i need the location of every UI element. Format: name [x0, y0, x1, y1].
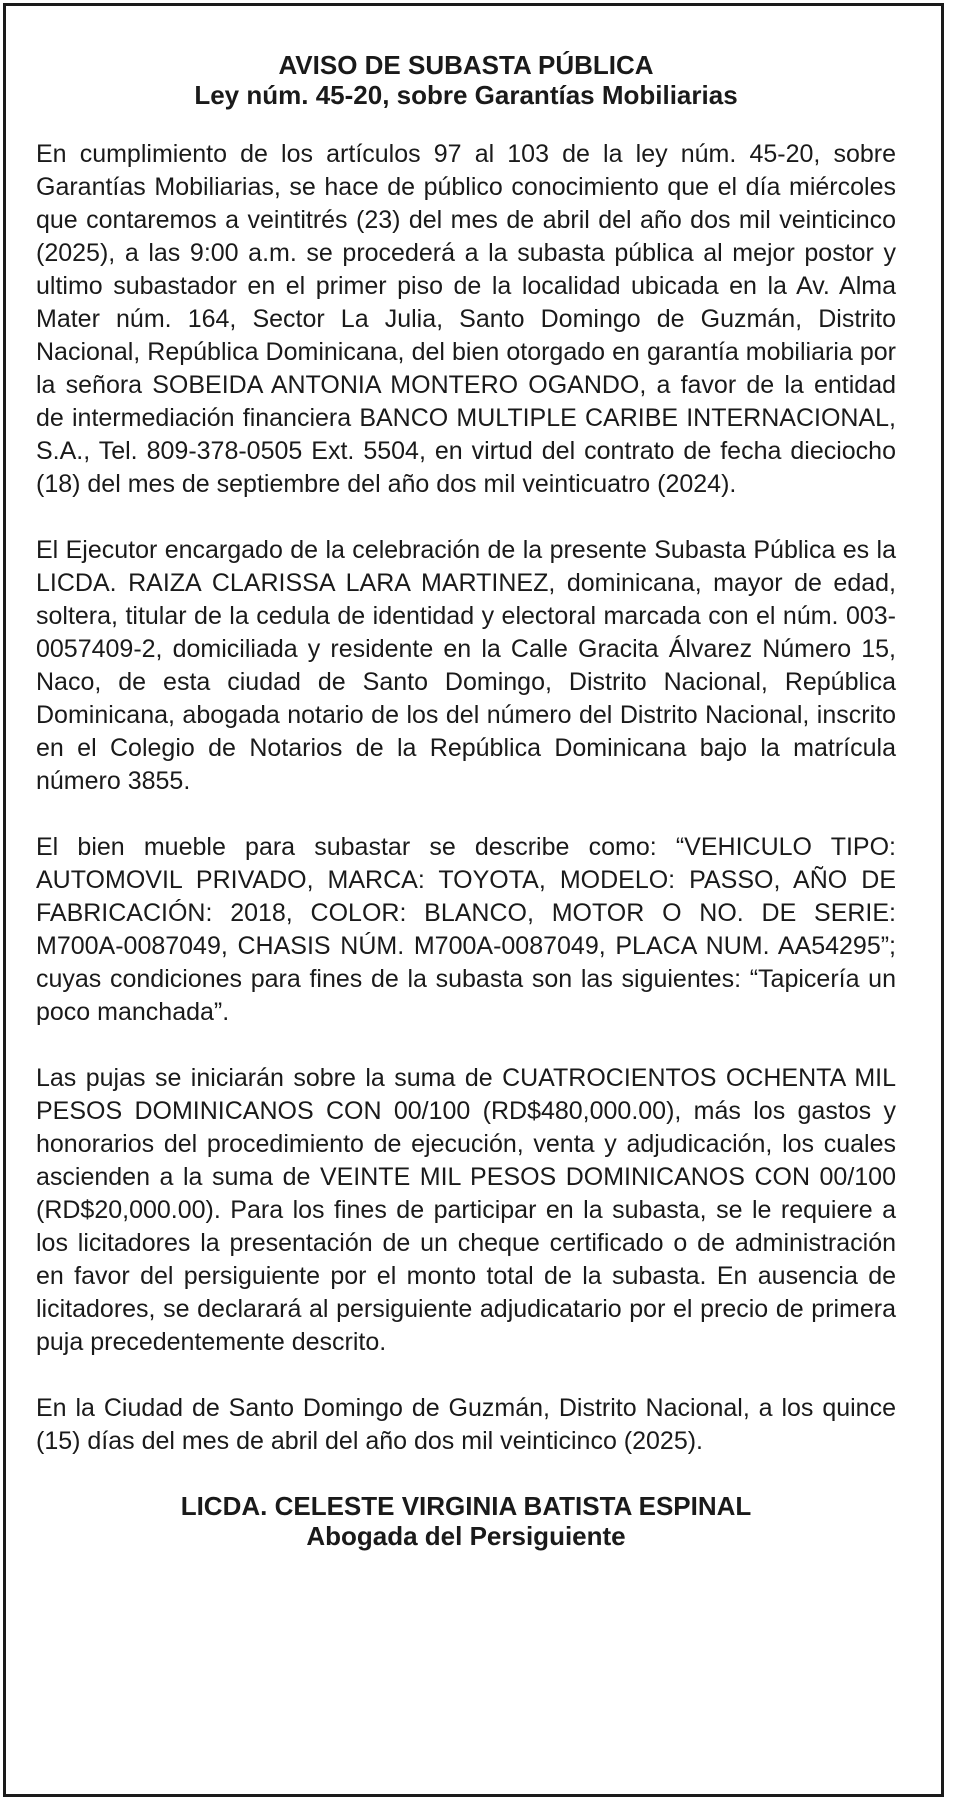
notice-title: AVISO DE SUBASTA PÚBLICA [278, 50, 654, 80]
paragraph-announcement: En cumplimiento de los artículos 97 al 103 de la ley núm. 45-20, sobre Garantías Mobiliarias, se hace de público conocimiento que el día miércoles que contaremos a veintitrés (23) del mes de abril del año dos mil veinticinco (2025), a las 9:00 a.m. se procederá a la subasta pública al mejor postor y ultimo subastador en el primer piso de la localidad ubicada en la Av. Alma Mater núm. 164, Sector La Julia, Santo Domingo de Guzmán, Distrito Nacional, República Dominicana, del bien otorgado en garantía mobiliaria por la señora SOBEIDA ANTONIA MONTERO OGANDO, a favor de la entidad de intermediación financiera BANCO MULTIPLE CARIBE INTERNACIONAL, S.A., Tel. 809-378-0505 Ext. 5504, en virtud del contrato de fecha dieciocho (18) del mes de septiembre del año dos mil veinticuatro (2024). [36, 140, 896, 498]
notice-content [36, 50, 896, 1551]
signature-name: LICDA. CELESTE VIRGINIA BATISTA ESPINAL [180, 1491, 752, 1521]
paragraph-date-place: En la Ciudad de Santo Domingo de Guzmán, Distrito Nacional, a los quince (15) días del mes de abril del año dos mil veinticinco (2025). [36, 1394, 896, 1455]
notice-frame [3, 3, 944, 1797]
paragraph-vehicle-description: El bien mueble para subastar se describe como: “VEHICULO TIPO: AUTOMOVIL PRIVADO, MARCA: TOYOTA, MODELO: PASSO, AÑO DE FABRICACIÓN: 2018, COLOR: BLANCO, MOTOR O NO. DE SERIE: M700A-0087049, CHASIS NÚM. M700A-0087049, PLACA NUM. AA54295”; cuyas condiciones para fines de la subasta son las siguientes: “Tapicería un poco manchada”. [36, 833, 896, 1026]
signature-role: Abogada del Persiguiente [306, 1521, 626, 1551]
signature-block [36, 1491, 896, 1551]
notice-heading [36, 50, 896, 110]
paragraph-bidding-terms: Las pujas se iniciarán sobre la suma de CUATROCIENTOS OCHENTA MIL PESOS DOMINICANOS CON 00/100 (RD$480,000.00), más los gastos y honorarios del procedimiento de ejecución, venta y adjudicación, los cuales ascienden a la suma de VEINTE MIL PESOS DOMINICANOS CON 00/100 (RD$20,000.00). Para los fines de participar en la subasta, se le requiere a los licitadores la presentación de un cheque certificado o de administración en favor del persiguiente por el monto total de la subasta. En ausencia de licitadores, se declarará al persiguiente adjudicatario por el precio de primera puja precedentemente descrito. [36, 1064, 896, 1356]
paragraph-executor: El Ejecutor encargado de la celebración de la presente Subasta Pública es la LICDA. RAIZA CLARISSA LARA MARTINEZ, dominicana, mayor de edad, soltera, titular de la cedula de identidad y electoral marcada con el núm. 003-0057409-2, domiciliada y residente en la Calle Gracita Álvarez Número 15, Naco, de esta ciudad de Santo Domingo, Distrito Nacional, República Dominicana, abogada notario de los del número del Distrito Nacional, inscrito en el Colegio de Notarios de la República Dominicana bajo la matrícula número 3855. [36, 536, 896, 795]
notice-subtitle: Ley núm. 45-20, sobre Garantías Mobiliarias [194, 80, 738, 110]
